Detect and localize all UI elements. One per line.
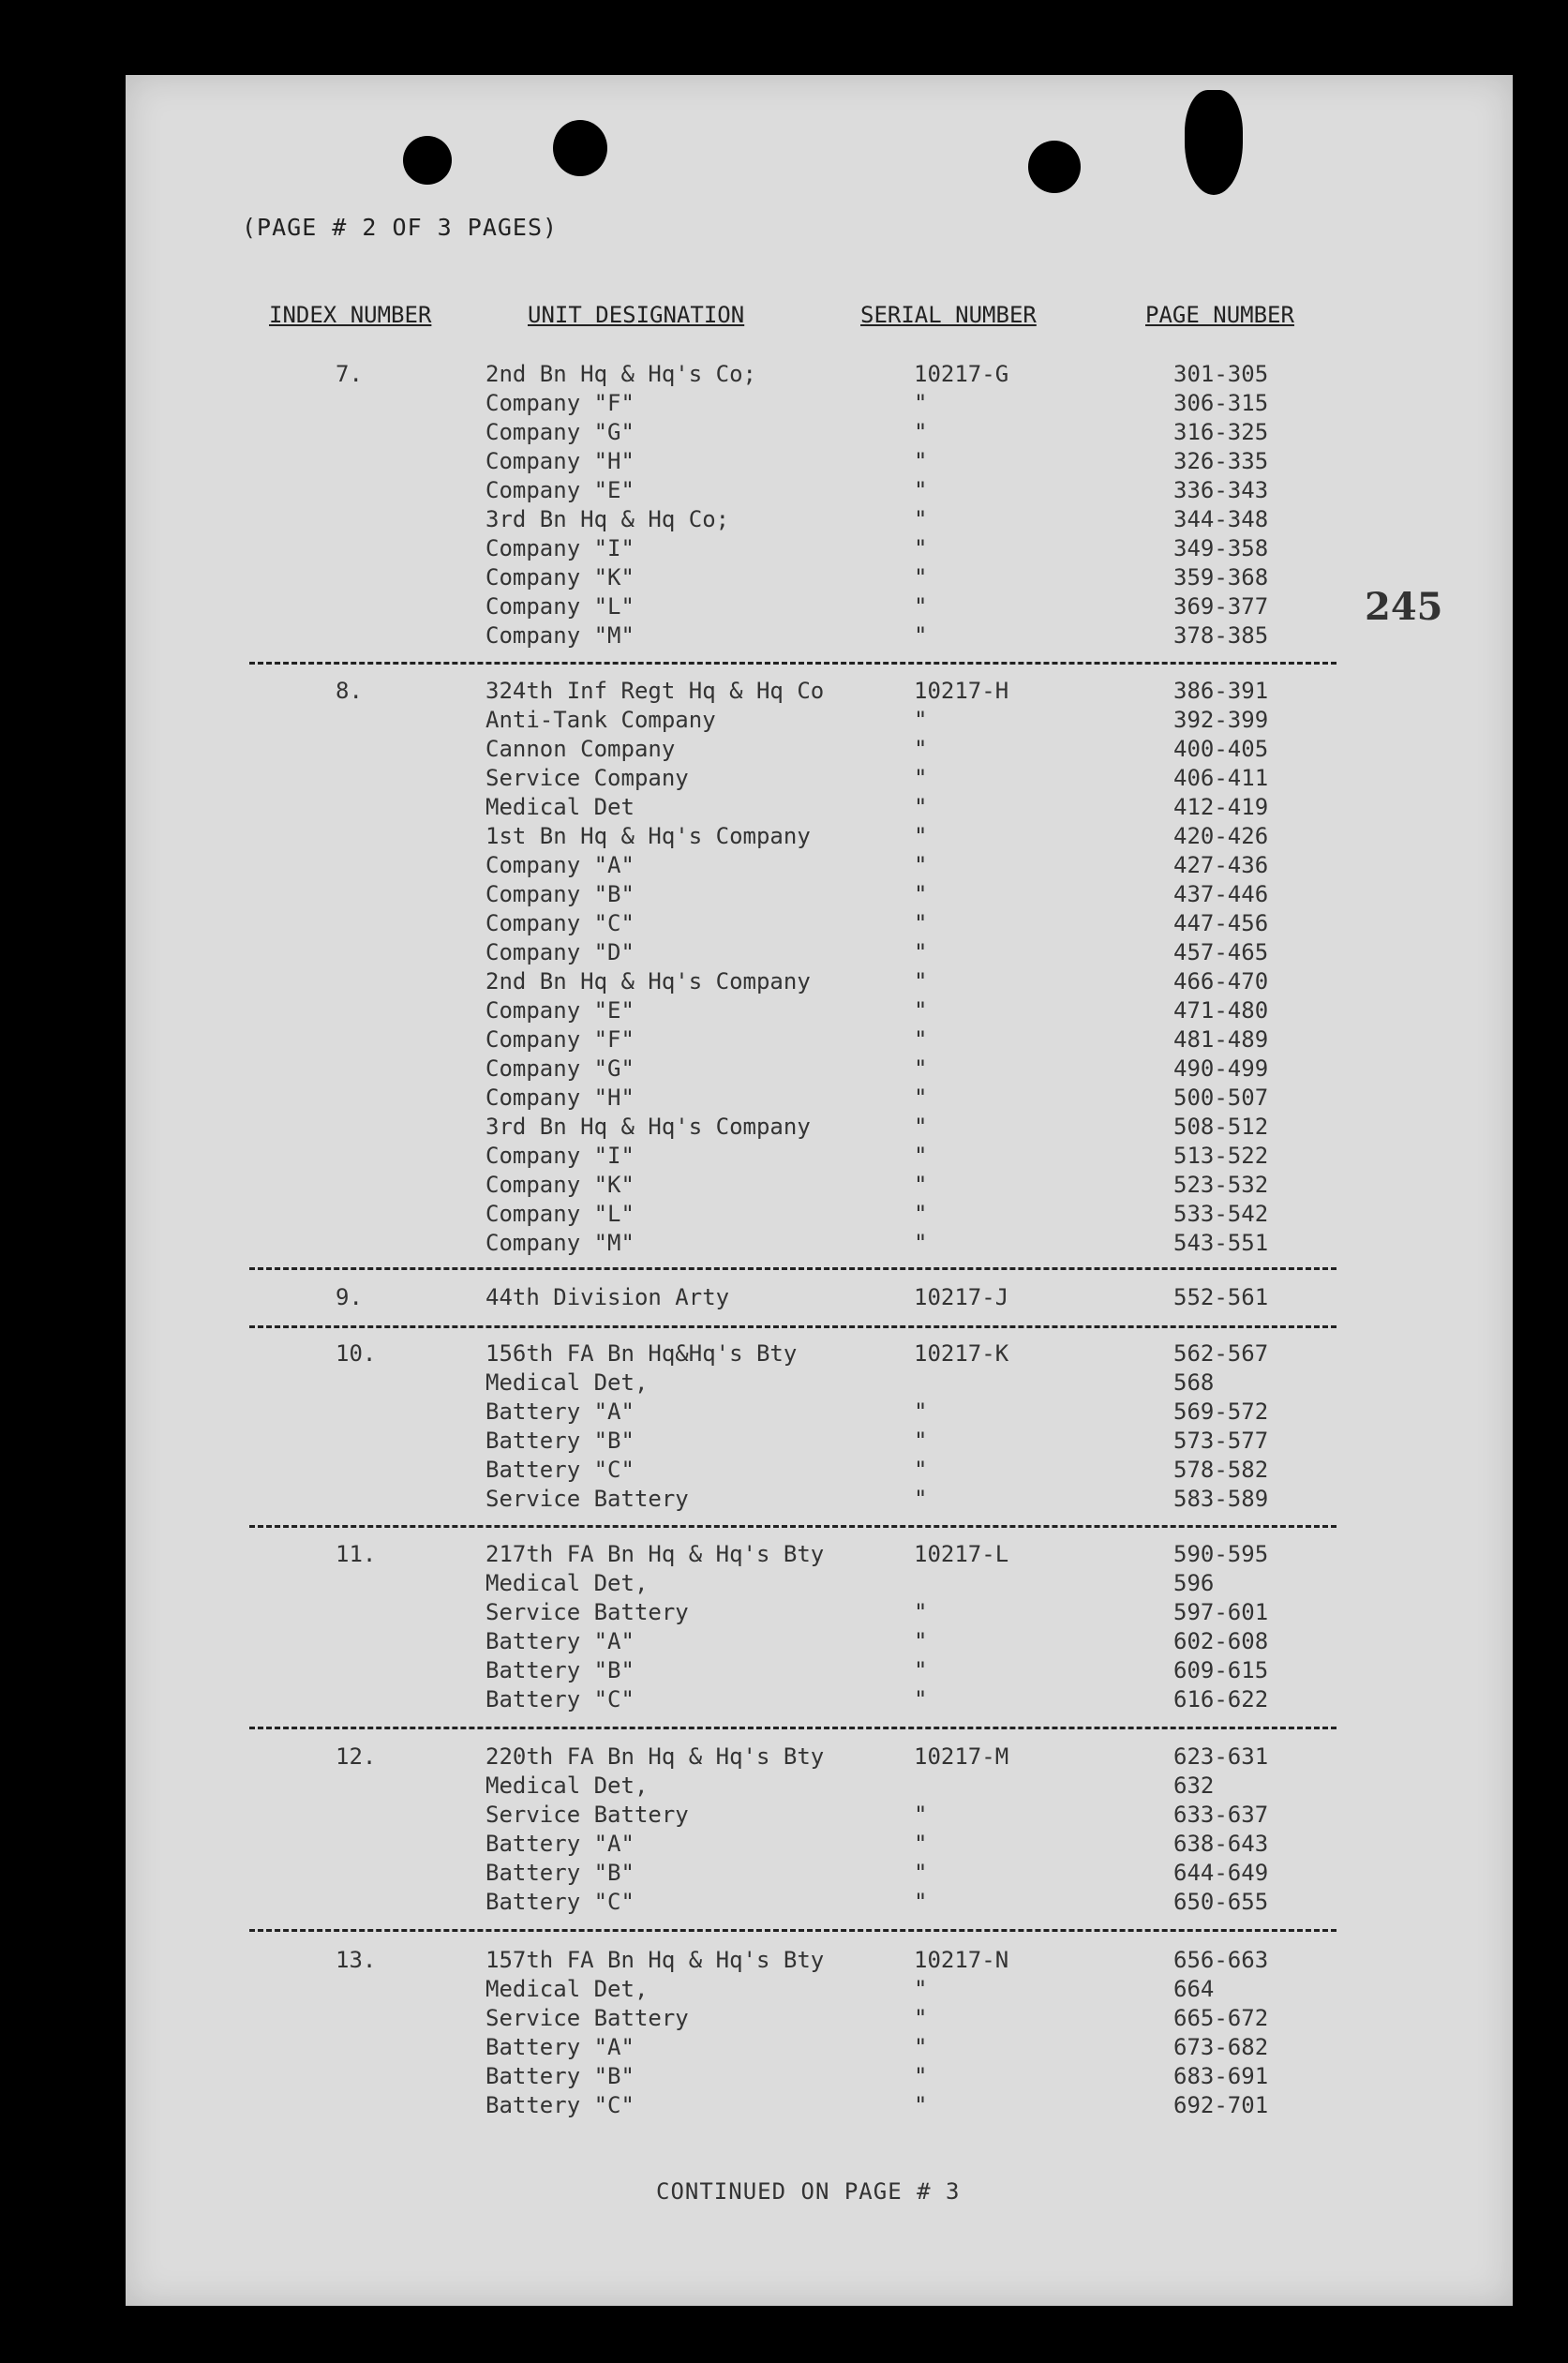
group-separator: [249, 1727, 1337, 1729]
unit-designation: 1st Bn Hq & Hq's Company: [485, 823, 811, 849]
serial-number: ": [914, 765, 928, 791]
punch-hole: [553, 120, 607, 176]
page-number: 466-470: [1173, 968, 1269, 995]
page-number: 326-335: [1173, 448, 1269, 474]
page-number: 692-701: [1173, 2092, 1269, 2118]
serial-number: ": [914, 1026, 928, 1053]
serial-number: 10217-M: [914, 1743, 1009, 1770]
page-number: 609-615: [1173, 1657, 1269, 1683]
table-row: [0, 1369, 1568, 1398]
unit-designation: 156th FA Bn Hq&Hq's Bty: [485, 1340, 798, 1367]
table-row: [0, 622, 1568, 651]
table-row: [0, 448, 1568, 477]
table-row: [0, 390, 1568, 419]
page-number: 633-637: [1173, 1802, 1269, 1828]
group-separator: [249, 1929, 1337, 1932]
page-number: 664: [1173, 1976, 1215, 2002]
table-row: [0, 1230, 1568, 1259]
unit-designation: Service Battery: [485, 1802, 689, 1828]
page-number: 378-385: [1173, 622, 1269, 649]
table-row: [0, 765, 1568, 794]
unit-designation: Battery "C": [485, 2092, 635, 2118]
unit-designation: Cannon Company: [485, 736, 676, 762]
table-row: [0, 2005, 1568, 2034]
continued-note: CONTINUED ON PAGE # 3: [656, 2178, 961, 2205]
serial-number: 10217-K: [914, 1340, 1009, 1367]
unit-designation: 2nd Bn Hq & Hq's Company: [485, 968, 811, 995]
serial-number: ": [914, 1860, 928, 1886]
page-number: 500-507: [1173, 1084, 1269, 1111]
page-number: 665-672: [1173, 2005, 1269, 2031]
unit-designation: Company "G": [485, 1055, 635, 1082]
table-row: [0, 1772, 1568, 1802]
page-number: 616-622: [1173, 1686, 1269, 1712]
table-row: [0, 1084, 1568, 1114]
table-row: [0, 968, 1568, 997]
col-header-unit: UNIT DESIGNATION: [528, 302, 745, 328]
unit-designation: Company "H": [485, 448, 635, 474]
serial-number: ": [914, 910, 928, 936]
serial-number: ": [914, 535, 928, 561]
page-number: 568: [1173, 1369, 1215, 1396]
serial-number: ": [914, 1657, 928, 1683]
unit-designation: 3rd Bn Hq & Hq's Company: [485, 1114, 811, 1140]
page-number: 437-446: [1173, 881, 1269, 907]
unit-designation: Company "M": [485, 622, 635, 649]
unit-designation: Company "I": [485, 535, 635, 561]
punch-hole: [1185, 90, 1243, 195]
unit-designation: Medical Det,: [485, 1570, 649, 1596]
serial-number: ": [914, 1802, 928, 1828]
table-row: [0, 852, 1568, 881]
serial-number: ": [914, 1172, 928, 1198]
page-number: 596: [1173, 1570, 1215, 1596]
group-separator: [249, 1267, 1337, 1270]
serial-number: ": [914, 1114, 928, 1140]
page-number: 513-522: [1173, 1143, 1269, 1169]
group-separator: [249, 1325, 1337, 1328]
table-row: [0, 939, 1568, 968]
serial-number: ": [914, 622, 928, 649]
unit-designation: Medical Det,: [485, 1369, 649, 1396]
page-number: 344-348: [1173, 506, 1269, 532]
table-row: [0, 881, 1568, 910]
page-number: 412-419: [1173, 794, 1269, 820]
page-number: 471-480: [1173, 997, 1269, 1024]
page-number: 562-567: [1173, 1340, 1269, 1367]
serial-number: ": [914, 707, 928, 733]
table-row: [0, 1686, 1568, 1715]
serial-number: ": [914, 390, 928, 416]
index-number: 10.: [336, 1340, 377, 1367]
table-row: [0, 1599, 1568, 1628]
table-row: [0, 419, 1568, 448]
unit-designation: Service Battery: [485, 2005, 689, 2031]
table-row: [0, 535, 1568, 564]
table-row: [0, 477, 1568, 506]
table-row: [0, 1114, 1568, 1143]
page-number: 569-572: [1173, 1398, 1269, 1425]
table-row: [0, 1457, 1568, 1486]
unit-designation: 3rd Bn Hq & Hq Co;: [485, 506, 730, 532]
index-number: 13.: [336, 1947, 377, 1973]
unit-designation: 220th FA Bn Hq & Hq's Bty: [485, 1743, 825, 1770]
table-row: [0, 506, 1568, 535]
page-number: 349-358: [1173, 535, 1269, 561]
page-number: 306-315: [1173, 390, 1269, 416]
unit-designation: Battery "B": [485, 1657, 635, 1683]
table-row: [0, 1486, 1568, 1515]
index-number: 9.: [336, 1284, 363, 1310]
index-number: 12.: [336, 1743, 377, 1770]
unit-designation: Battery "A": [485, 2034, 635, 2060]
table-row: [0, 1831, 1568, 1860]
table-row: [0, 1172, 1568, 1201]
unit-designation: Company "H": [485, 1084, 635, 1111]
unit-designation: Battery "C": [485, 1457, 635, 1483]
page-header: (PAGE # 2 OF 3 PAGES): [242, 214, 559, 241]
table-row: [0, 361, 1568, 390]
page-number: 427-436: [1173, 852, 1269, 878]
table-row: [0, 1947, 1568, 1976]
serial-number: ": [914, 939, 928, 965]
page-number: 400-405: [1173, 736, 1269, 762]
unit-designation: Battery "B": [485, 1428, 635, 1454]
serial-number: ": [914, 852, 928, 878]
unit-designation: 157th FA Bn Hq & Hq's Bty: [485, 1947, 825, 1973]
unit-designation: Company "G": [485, 419, 635, 445]
unit-designation: Company "A": [485, 852, 635, 878]
serial-number: ": [914, 2092, 928, 2118]
serial-number: ": [914, 593, 928, 620]
unit-designation: Battery "C": [485, 1686, 635, 1712]
unit-designation: Battery "A": [485, 1831, 635, 1857]
serial-number: 10217-G: [914, 361, 1009, 387]
page-number: 590-595: [1173, 1541, 1269, 1567]
unit-designation: Anti-Tank Company: [485, 707, 716, 733]
unit-designation: Battery "C": [485, 1889, 635, 1915]
serial-number: ": [914, 1084, 928, 1111]
unit-designation: 217th FA Bn Hq & Hq's Bty: [485, 1541, 825, 1567]
page-number: 316-325: [1173, 419, 1269, 445]
table-row: [0, 2092, 1568, 2121]
page-number: 552-561: [1173, 1284, 1269, 1310]
page-number: 386-391: [1173, 678, 1269, 704]
serial-number: 10217-H: [914, 678, 1009, 704]
page-number: 481-489: [1173, 1026, 1269, 1053]
serial-number: ": [914, 1055, 928, 1082]
unit-designation: Company "B": [485, 881, 635, 907]
serial-number: ": [914, 1686, 928, 1712]
page-number: 447-456: [1173, 910, 1269, 936]
table-row: [0, 1340, 1568, 1369]
serial-number: ": [914, 1398, 928, 1425]
table-row: [0, 1143, 1568, 1172]
table-row: [0, 1398, 1568, 1428]
index-number: 7.: [336, 361, 363, 387]
page-number: 632: [1173, 1772, 1215, 1799]
serial-number: ": [914, 968, 928, 995]
page-number: 602-608: [1173, 1628, 1269, 1654]
unit-designation: Company "E": [485, 997, 635, 1024]
serial-number: ": [914, 2063, 928, 2089]
table-row: [0, 1026, 1568, 1055]
page-number: 301-305: [1173, 361, 1269, 387]
page-number: 406-411: [1173, 765, 1269, 791]
page-number: 650-655: [1173, 1889, 1269, 1915]
unit-designation: Company "L": [485, 1201, 635, 1227]
table-row: [0, 1743, 1568, 1772]
unit-designation: Company "I": [485, 1143, 635, 1169]
page-number: 623-631: [1173, 1743, 1269, 1770]
table-row: [0, 1055, 1568, 1084]
table-row: [0, 2063, 1568, 2092]
page-number: 673-682: [1173, 2034, 1269, 2060]
table-row: [0, 794, 1568, 823]
serial-number: ": [914, 1143, 928, 1169]
table-row: [0, 1976, 1568, 2005]
table-row: [0, 678, 1568, 707]
table-row: [0, 1889, 1568, 1918]
unit-designation: Company "M": [485, 1230, 635, 1256]
serial-number: ": [914, 1599, 928, 1625]
table-row: [0, 1628, 1568, 1657]
unit-designation: Medical Det,: [485, 1772, 649, 1799]
page-number: 638-643: [1173, 1831, 1269, 1857]
page-number: 457-465: [1173, 939, 1269, 965]
unit-designation: Company "D": [485, 939, 635, 965]
table-row: [0, 1201, 1568, 1230]
serial-number: ": [914, 736, 928, 762]
page-number: 533-542: [1173, 1201, 1269, 1227]
page-number: 336-343: [1173, 477, 1269, 503]
unit-designation: Company "F": [485, 1026, 635, 1053]
page-number: 683-691: [1173, 2063, 1269, 2089]
unit-designation: Battery "A": [485, 1398, 635, 1425]
col-header-index: INDEX NUMBER: [269, 302, 432, 328]
unit-designation: Company "E": [485, 477, 635, 503]
table-row: [0, 910, 1568, 939]
table-row: [0, 1570, 1568, 1599]
serial-number: ": [914, 506, 928, 532]
serial-number: ": [914, 1428, 928, 1454]
table-row: [0, 564, 1568, 593]
serial-number: ": [914, 997, 928, 1024]
page-number: 573-577: [1173, 1428, 1269, 1454]
unit-designation: Battery "A": [485, 1628, 635, 1654]
page-number: 420-426: [1173, 823, 1269, 849]
serial-number: ": [914, 1486, 928, 1512]
unit-designation: Company "L": [485, 593, 635, 620]
page-number: 583-589: [1173, 1486, 1269, 1512]
unit-designation: 44th Division Arty: [485, 1284, 730, 1310]
unit-designation: Service Company: [485, 765, 689, 791]
serial-number: ": [914, 1628, 928, 1654]
page-number: 644-649: [1173, 1860, 1269, 1886]
col-header-page: PAGE NUMBER: [1145, 302, 1294, 328]
page-number: 359-368: [1173, 564, 1269, 591]
index-number: 8.: [336, 678, 363, 704]
table-row: [0, 823, 1568, 852]
unit-designation: Service Battery: [485, 1599, 689, 1625]
serial-number: ": [914, 448, 928, 474]
serial-number: ": [914, 477, 928, 503]
serial-number: ": [914, 1230, 928, 1256]
serial-number: ": [914, 2005, 928, 2031]
unit-designation: Company "C": [485, 910, 635, 936]
serial-number: ": [914, 823, 928, 849]
table-row: [0, 1541, 1568, 1570]
serial-number: ": [914, 1889, 928, 1915]
col-header-serial: SERIAL NUMBER: [860, 302, 1037, 328]
serial-number: 10217-J: [914, 1284, 1009, 1310]
table-row: [0, 1802, 1568, 1831]
page-number: 508-512: [1173, 1114, 1269, 1140]
unit-designation: Battery "B": [485, 2063, 635, 2089]
table-row: [0, 707, 1568, 736]
page-number: 490-499: [1173, 1055, 1269, 1082]
table-row: [0, 1657, 1568, 1686]
stamp-number: 245: [1365, 585, 1443, 629]
serial-number: ": [914, 1201, 928, 1227]
page-number: 392-399: [1173, 707, 1269, 733]
unit-designation: Company "K": [485, 564, 635, 591]
serial-number: ": [914, 1831, 928, 1857]
unit-designation: 2nd Bn Hq & Hq's Co;: [485, 361, 756, 387]
serial-number: ": [914, 564, 928, 591]
table-row: [0, 736, 1568, 765]
group-separator: [249, 1525, 1337, 1528]
table-row: [0, 997, 1568, 1026]
table-row: [0, 1860, 1568, 1889]
table-row: [0, 2034, 1568, 2063]
table-row: [0, 1284, 1568, 1313]
page-number: 578-582: [1173, 1457, 1269, 1483]
unit-designation: 324th Inf Regt Hq & Hq Co: [485, 678, 825, 704]
serial-number: ": [914, 419, 928, 445]
unit-designation: Service Battery: [485, 1486, 689, 1512]
unit-designation: Battery "B": [485, 1860, 635, 1886]
serial-number: ": [914, 2034, 928, 2060]
page-number: 597-601: [1173, 1599, 1269, 1625]
serial-number: ": [914, 1976, 928, 2002]
unit-designation: Medical Det,: [485, 1976, 649, 2002]
serial-number: 10217-N: [914, 1947, 1009, 1973]
index-number: 11.: [336, 1541, 377, 1567]
unit-designation: Medical Det: [485, 794, 635, 820]
page-number: 523-532: [1173, 1172, 1269, 1198]
page-number: 543-551: [1173, 1230, 1269, 1256]
table-row: [0, 1428, 1568, 1457]
page-number: 656-663: [1173, 1947, 1269, 1973]
table-row: [0, 593, 1568, 622]
unit-designation: Company "F": [485, 390, 635, 416]
serial-number: ": [914, 1457, 928, 1483]
punch-hole: [1028, 141, 1081, 193]
group-separator: [249, 662, 1337, 665]
serial-number: ": [914, 794, 928, 820]
unit-designation: Company "K": [485, 1172, 635, 1198]
serial-number: 10217-L: [914, 1541, 1009, 1567]
serial-number: ": [914, 881, 928, 907]
page-number: 369-377: [1173, 593, 1269, 620]
punch-hole: [403, 136, 452, 185]
